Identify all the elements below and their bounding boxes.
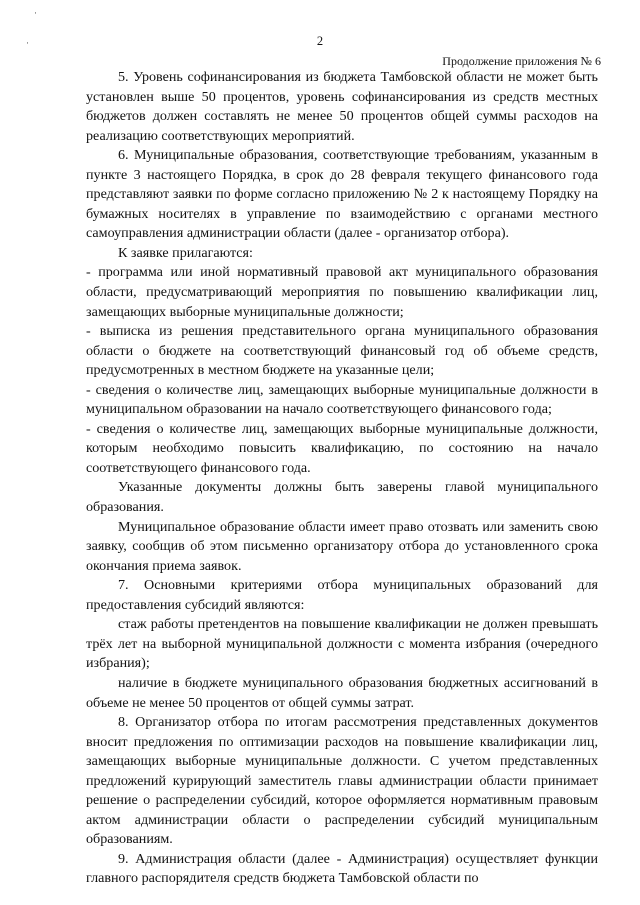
- scan-speck: ·: [26, 38, 29, 48]
- appendix-note: Продолжение приложения № 6: [442, 54, 601, 68]
- list-item-budget-extract: - выписка из решения представительного органа муниципального образования области о бюджете на соответствующий финансовый год об объеме средств, предусмотренных в местном бюджете на указанные цели;: [86, 323, 598, 379]
- paragraph-withdrawal-right: Муниципальное образование области имеет право отозвать или заменить свою заявку, сообщив об этом письменно организатору отбора до установленного срока окончания приема заявок.: [86, 518, 598, 574]
- paragraph-attachments-intro: К заявке прилагаются:: [118, 244, 253, 261]
- document-body: [86, 68, 598, 889]
- paragraph-certification: Указанные документы должны быть заверены главой муниципального образования.: [86, 479, 598, 516]
- paragraph-selection-criteria: 7. Основными критериями отбора муниципальных образований для предоставления субсидий являются:: [86, 577, 598, 613]
- criterion-budget-allocation: наличие в бюджете муниципального образования бюджетных ассигнований в объеме не менее 50 процентов от общей суммы затрат.: [86, 674, 598, 711]
- paragraph-cofinancing-level: 5. Уровень софинансирования из бюджета Тамбовской области не может быть установлен выше 50 процентов, уровень софинансирования из средств местных бюджетов должен составлять не менее 50 процентов общей суммы расходов на реализацию соответствующих мероприятий.: [86, 69, 598, 144]
- page-number: 2: [316, 34, 324, 48]
- list-item-program: - программа или иной нормативный правовой акт муниципального образования области, предусматривающий мероприятия по повышению квалификации лиц, замещающих выборные муниципальные должности;: [86, 264, 598, 320]
- paragraph-application-submission: 6. Муниципальные образования, соответствующие требованиям, указанным в пункте 3 настоящего Порядка, в срок до 28 февраля текущего финансового года представляют заявки по форме согласно приложению № 2 к настоящему Порядку на бумажных носителях в управление по взаимодействию с органами местного самоуправления администрации области (далее - организатор отбора).: [86, 147, 598, 242]
- list-item-qualification-count: - сведения о количестве лиц, замещающих выборные муниципальные должности, которым необходимо повысить квалификацию, по состоянию на начало соответствующего финансового года.: [86, 420, 598, 476]
- paragraph-administration-functions: 9. Администрация области (далее - Администрация) осуществляет функции главного распорядителя средств бюджета Тамбовской области по: [86, 850, 598, 887]
- paragraph-organizer-proposals: 8. Организатор отбора по итогам рассмотрения представленных документов вносит предложения по оптимизации расходов на повышение квалификации лиц, замещающих выборные муниципальные должности. С учетом представленных предложений курирующий заместитель главы администрации области принимает решение о распределении субсидий, которое оформляется нормативным правовым актом администрации области о распределении субсидий муниципальным образованиям.: [86, 714, 598, 848]
- criterion-experience: стаж работы претендентов на повышение квалификации не должен превышать трёх лет на выборной муниципальной должности с момента избрания (очередного избрания);: [86, 616, 598, 672]
- list-item-officials-count: - сведения о количестве лиц, замещающих выборные муниципальные должности в муниципальном образовании на начало соответствующего финансового года;: [86, 381, 598, 418]
- scan-speck: ·: [34, 8, 37, 18]
